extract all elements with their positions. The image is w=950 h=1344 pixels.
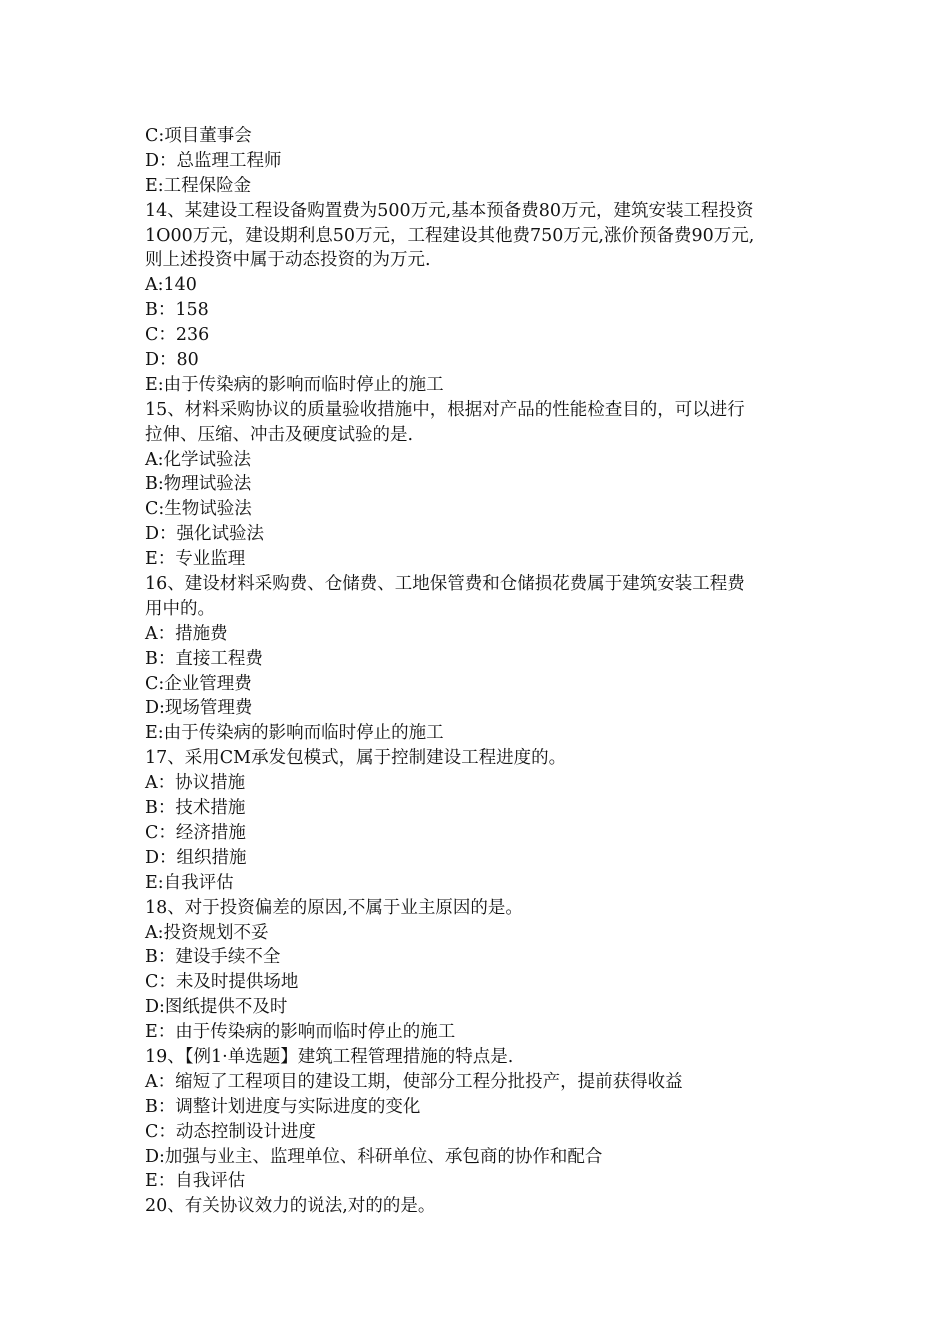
option-line: A:140 (145, 275, 197, 296)
question-line: 14、某建设工程设备购置费为500万元,基本预备费80万元，建筑安装工程投资 (145, 200, 754, 221)
option-line: D:现场管理费 (145, 698, 253, 719)
option-line: D：强化试验法 (145, 524, 265, 545)
option-line: E:自我评估 (145, 872, 234, 893)
question-line: 15、材料采购协议的质量验收措施中，根据对产品的性能检查目的，可以进行 (145, 399, 745, 420)
option-line: E:由于传染病的影响而临时停止的施工 (145, 723, 444, 744)
option-line: E:由于传染病的影响而临时停止的施工 (145, 374, 444, 395)
document-body (145, 124, 815, 1219)
question-line: 1O00万元，建设期利息50万元，工程建设其他费750万元,涨价预备费90万元, (145, 225, 755, 246)
question-line: 17、采用CM承发包模式，属于控制建设工程进度的。 (145, 748, 567, 769)
option-line: C：经济措施 (145, 822, 246, 843)
option-line: E：专业监理 (145, 549, 246, 570)
option-line: A:化学试验法 (145, 449, 252, 470)
option-line: B：建设手续不全 (145, 947, 281, 968)
option-line: C:项目董事会 (145, 126, 252, 146)
question-line: 20、有关协议效力的说法,对的的是。 (145, 1196, 436, 1217)
question-line: 拉伸、压缩、冲击及硬度试验的是. (145, 424, 414, 445)
option-line: C:生物试验法 (145, 499, 252, 520)
option-line: B：调整计划进度与实际进度的变化 (145, 1096, 421, 1117)
option-line: B：直接工程费 (145, 648, 263, 669)
question-line: 16、建设材料采购费、仓储费、工地保管费和仓储损花费属于建筑安装工程费 (145, 574, 745, 595)
option-line: D:图纸提供不及时 (145, 997, 288, 1018)
option-line: C:企业管理费 (145, 673, 252, 694)
option-line: D：组织措施 (145, 847, 247, 868)
option-line: B：技术措施 (145, 798, 246, 819)
option-line: B：158 (145, 300, 209, 321)
option-line: E：自我评估 (145, 1171, 246, 1192)
question-line: 则上述投资中属于动态投资的为万元. (145, 250, 431, 271)
option-line: A：措施费 (145, 623, 228, 644)
option-line: D：总监理工程师 (145, 150, 282, 171)
option-line: A：协议措施 (145, 773, 246, 794)
option-line: E:工程保险金 (145, 175, 252, 196)
question-line: 19、【例1·单选题】建筑工程管理措施的特点是. (145, 1046, 514, 1067)
option-line: B:物理试验法 (145, 474, 252, 495)
option-line: D：80 (145, 350, 199, 371)
question-line: 18、对于投资偏差的原因,不属于业主原因的是。 (145, 897, 523, 918)
option-line: E：由于传染病的影响而临时停止的施工 (145, 1022, 456, 1043)
option-line: C：未及时提供场地 (145, 972, 299, 993)
option-line: A：缩短了工程项目的建设工期，使部分工程分批投产，提前获得收益 (145, 1071, 683, 1092)
option-line: C：236 (145, 325, 210, 346)
question-line: 用中的。 (145, 598, 215, 619)
option-line: D:加强与业主、监理单位、科研单位、承包商的协作和配合 (145, 1146, 603, 1167)
option-line: A:投资规划不妥 (145, 922, 269, 943)
option-line: C：动态控制设计进度 (145, 1121, 316, 1142)
